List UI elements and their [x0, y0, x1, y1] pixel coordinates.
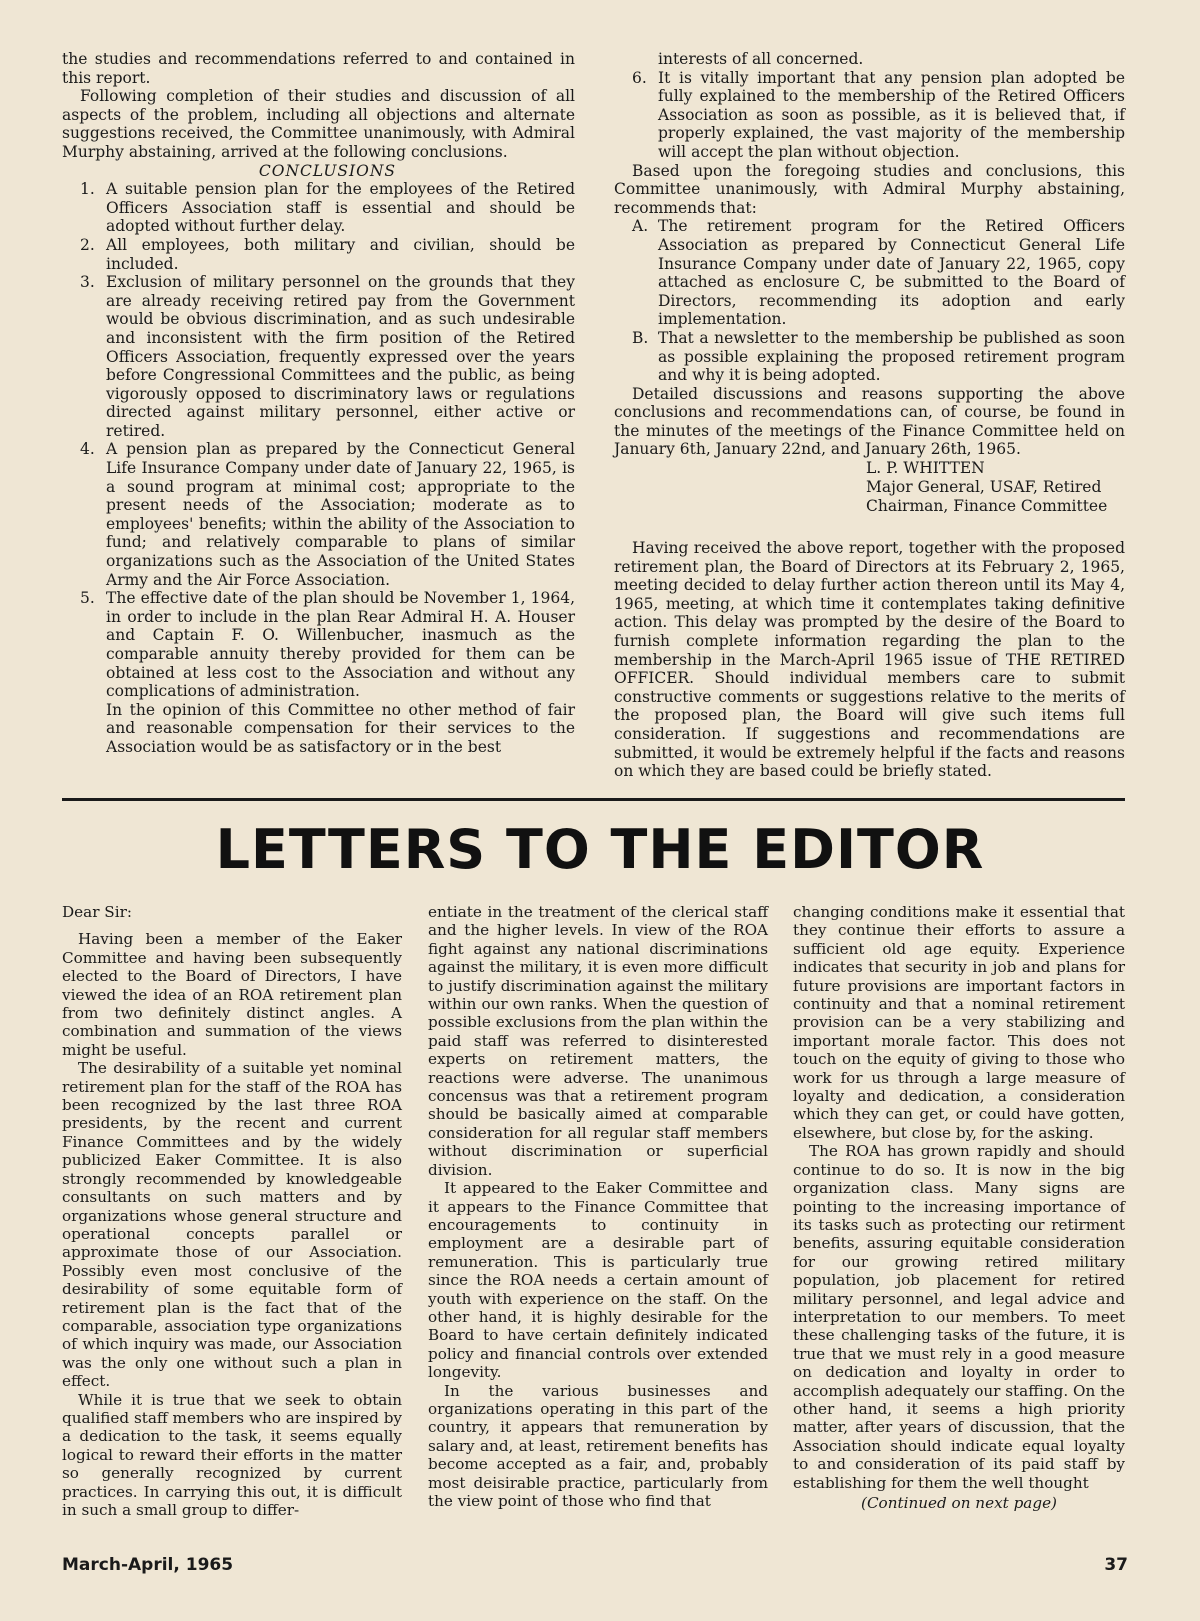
section-title: LETTERS TO THE EDITOR: [215, 818, 985, 881]
recommendation-item: [614, 217, 1125, 329]
letter-paragraph: changing conditions make it essential that they continue their efforts to assure a sufficient old age equity. Experience indicates that security in job and plans for future provisions are important factors in continuity and that a nominal retirement provision can be a very stabilizing and important morale factor. This does not touch on the equity of giving to those who work for us through a large measure of loyalty and dedication, a consideration which they can get, or could have gotten, elsewhere, but close by, for the asking.: [793, 903, 1125, 1142]
detailed-paragraph: Detailed discussions and reasons supporting the above conclusions and recommendations can, of course, be found in the minutes of the meetings of the Finance Committee held on January 6th, January 22nd, and January 26th, 1965.: [614, 384, 1125, 459]
letter-column-1: [62, 903, 402, 1519]
item-text: That a newsletter to the membership be published as soon as possible explaining the proposed retirement program and why it is being adopted.: [658, 328, 1125, 385]
letter-paragraph: The ROA has grown rapidly and should continue to do so. It is now in the big organization class. Many signs are pointing to the increasing importance of its tasks such as protecting our retirment benefits, assuring equitable consideration for our growing retired military population, job placement for retired military personnel, and legal advice and interpretation to our members. To meet these challenging tasks of the future, it is true that we must rely in a good measure on dedication and loyalty in order to accomplish adequately our staffing. On the other hand, it seems a high priority matter, after years of discussion, that the Association should indicate equal loyalty to and consideration of its paid staff by establishing for them the well thought: [793, 1142, 1125, 1492]
item-letter: B.: [632, 328, 649, 347]
salutation: Dear Sir:: [62, 903, 132, 921]
item-number: 4.: [80, 440, 95, 459]
conclusion-item: [62, 236, 575, 273]
item-text: A pension plan as prepared by the Connecticut General Life Insurance Company under date of January 22, 1965, is a sound program at minimal cost; appropriate to the present needs of the Association; moderate as to employees' benefits; within the ability of the Association to fund; and relatively comparable to plans of similar organizations such as the Association of the United States Army and the Air Force Association.: [106, 440, 575, 589]
recommendation-item: [614, 329, 1125, 385]
issue-date: March-April, 1965: [62, 1555, 234, 1575]
item-number: 1.: [80, 180, 95, 199]
conclusion-item: [62, 180, 575, 236]
conclusion-item: [62, 589, 575, 756]
item-text: A suitable pension plan for the employees of the Retired Officers Association staff is essential and should be adopted without further delay.: [106, 180, 575, 236]
item-text: The effective date of the plan should be November 1, 1964, in order to include in the plan Rear Admiral H. A. Houser and Captain F. O. Willenbucher, inasmuch as the comparable annuity thereby provided for them can be obtained at less cost to the Association and without any complications of administration.: [106, 589, 575, 701]
signature-block: [614, 459, 1125, 516]
letter-paragraph: It appeared to the Eaker Committee and it appears to the Finance Committee that encouragements to continuity in employment are a desirable part of remuneration. This is particularly true since the ROA needs a certain amount of youth with experience on the staff. On the other hand, it is highly desirable for the Board to have certain definitely indicated policy and financial controls over extended longevity.: [428, 1179, 768, 1382]
letter-paragraph: In the various businesses and organizations operating in this part of the country, it appears that remuneration by salary and, at least, retirement benefits has become accepted as a fair, and, probably most deisirable practice, particularly from the view point of those who find that: [428, 1381, 768, 1510]
report-intro: the studies and recommendations referred to and contained in this report.: [62, 50, 575, 87]
item-number: 2.: [80, 235, 95, 254]
letter-column-2: [428, 903, 768, 1510]
recommendations-intro: Based upon the foregoing studies and conclusions, this Committee unanimously, with Admiral Murphy abstaining, recommends that:: [614, 161, 1125, 217]
item-number: 5.: [80, 589, 95, 608]
conclusion-item: [62, 440, 575, 589]
conclusions-list: [62, 180, 575, 756]
letter-paragraph: While it is true that we seek to obtain qualified staff members who are inspired by a dedication to the task, it seems equally logical to reward their efforts in the matter so generally recognized by current practices. In carrying this out, it is difficult in such a small group to differ-: [62, 1390, 402, 1519]
report-paragraph: Following completion of their studies and discussion of all aspects of the problem, including all objections and alternate suggestions received, the Committee unanimously, with Admiral Murphy abstaining, arrived at the following conclusions.: [62, 87, 575, 161]
signature-name: L. P. WHITTEN: [866, 459, 985, 478]
letter-paragraph: The desirability of a suitable yet nominal retirement plan for the staff of the ROA has been recognized by the last three ROA presidents, by the recent and current Finance Committees and by the widely publicized Eaker Committee. It is also strongly recommended by knowledgeable consultants on such matters and by organizations whose general structure and operational concepts parallel or approximate those of our Association. Possibly even most conclusive of the desirability of some equitable form of retirement plan is the fact that of the comparable, association type organizations of which inquiry was made, our Association was the only one without such a plan in effect.: [62, 1059, 402, 1391]
continued-note: (Continued on next page): [861, 1494, 1057, 1512]
conclusions-heading: CONCLUSIONS: [258, 161, 397, 180]
page-number: 37: [1104, 1555, 1128, 1575]
conclusion-item: [62, 273, 575, 440]
conclusion-item: [614, 69, 1125, 162]
signature-title: Chairman, Finance Committee: [866, 497, 1108, 516]
conclusion-subparagraph: In the opinion of this Committee no other method of fair and reasonable compensation for their services to the Association would be as satisfactory or in the best: [106, 700, 575, 756]
letter-column-3: [793, 903, 1125, 1512]
item-number: 3.: [80, 273, 95, 292]
conclusions-list-continued: [614, 69, 1125, 162]
item-text: The retirement program for the Retired Officers Association as prepared by Connecticut General Life Insurance Company under date of January 22, 1965, copy attached as enclosure C, be submitted to the Board of Directors, recommending its adoption and early implementation.: [658, 217, 1125, 329]
item-text: All employees, both military and civilian, should be included.: [106, 235, 575, 273]
item-text: It is vitally important that any pension plan adopted be fully explained to the membership of the Retired Officers Association as soon as possible, as it is believed that, if properly explained, the vast majority of the membership will accept the plan without objection.: [658, 68, 1125, 161]
letter-paragraph: Having been a member of the Eaker Committee and having been subsequently elected to the Board of Directors, I have viewed the idea of an ROA retirement plan from two definitely distinct angles. A combination and summation of the views might be useful.: [62, 930, 402, 1059]
item-number: 6.: [632, 68, 647, 87]
letter-paragraph: entiate in the treatment of the clerical staff and the higher levels. In view of the ROA fight against any national discriminations against the military, it is even more difficult to justify discrimination against the military within our own ranks. When the question of possible exclusions from the plan within the paid staff was referred to disinterested experts on retirement matters, the reactions were adverse. The unanimous concensus was that a retirement program should be basically aimed at comparable consideration for all regular staff members without discrimination or superficial division.: [428, 903, 768, 1179]
report-left-column: [62, 50, 575, 757]
recommendations-list: [614, 217, 1125, 384]
item-letter: A.: [632, 217, 649, 236]
board-note: Having received the above report, together with the proposed retirement plan, the Board of Directors at its February 2, 1965, meeting decided to delay further action thereon until its May 4, 1965, meeting, at which time it contemplates taking definitive action. This delay was prompted by the desire of the Board to furnish complete information regarding the plan to the membership in the March-April 1965 issue of THE RETIRED OFFICER. Should individual members care to submit constructive comments or suggestions relative to the merits of the proposed plan, the Board will give such items full consideration. If suggestions and recommendations are submitted, it would be extremely helpful if the facts and reasons on which they are based could be briefly stated.: [614, 539, 1125, 781]
continued-text: interests of all concerned.: [658, 50, 864, 68]
item-text: Exclusion of military personnel on the grounds that they are already receiving retired pay from the Government would be obvious discrimination, and as such undesirable and inconsistent with the firm position of the Retired Officers Association, frequently expressed over the years before Congressional Committees and the public, as being vigorously opposed to discriminatory laws or regulations directed against military personnel, either active or retired.: [106, 273, 575, 440]
report-right-column: [614, 50, 1125, 781]
section-divider: [62, 798, 1125, 801]
signature-title: Major General, USAF, Retired: [866, 478, 1102, 497]
